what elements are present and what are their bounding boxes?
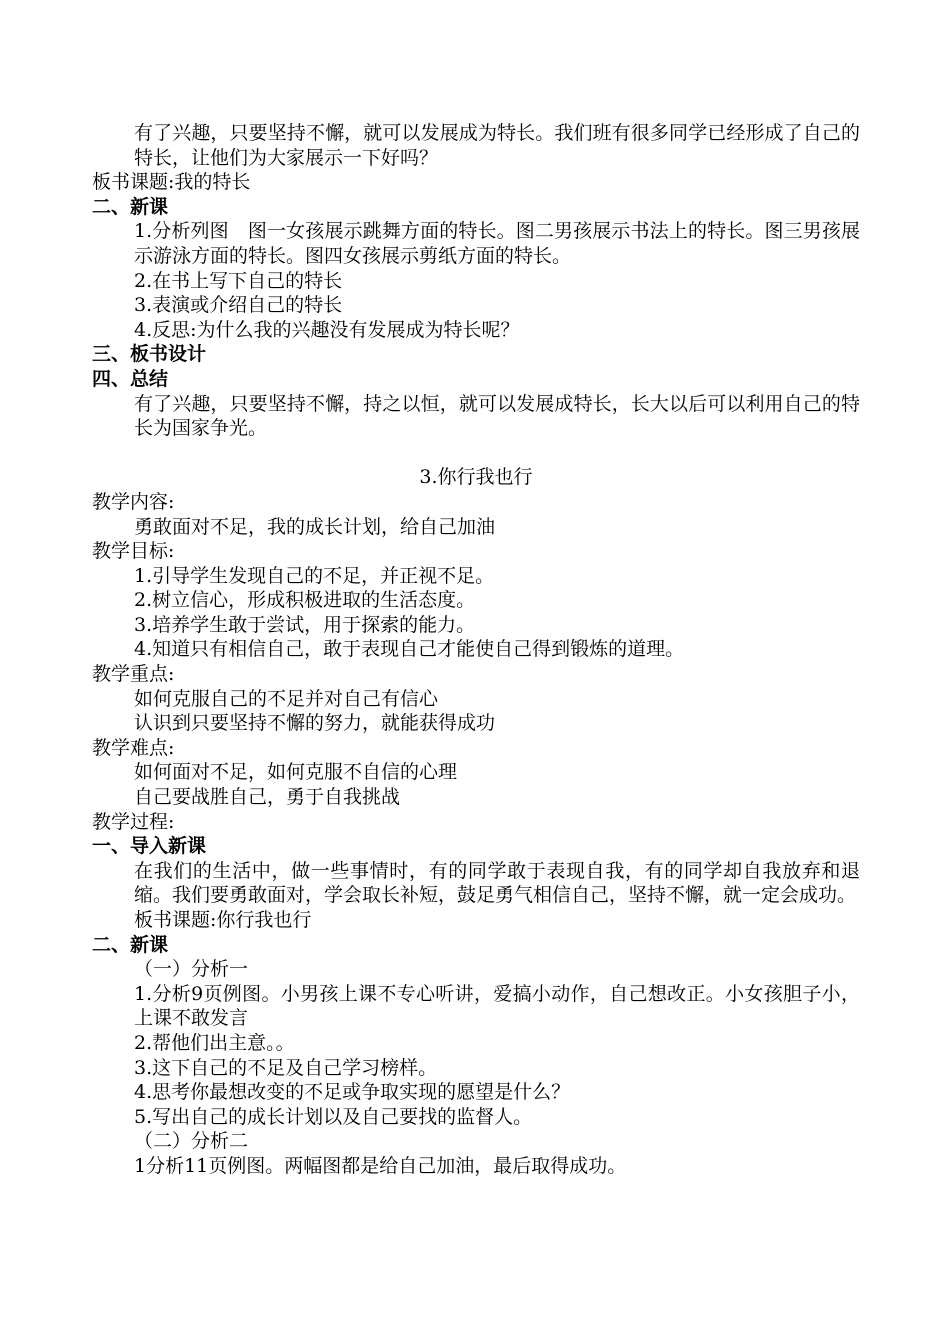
section-heading-new-lesson-2: 二、新课 — [92, 933, 169, 956]
lesson-step: 4.反思:为什么我的兴趣没有发展成为特长呢？ — [134, 318, 520, 341]
goal-item: 2.树立信心，形成积极进取的生活态度。 — [134, 589, 476, 612]
lesson-step: 2.在书上写下自己的特长 — [134, 269, 343, 292]
analysis-step: 4.思考你最想改变的不足或争取实现的愿望是什么？ — [134, 1081, 571, 1104]
analysis-step: 2.帮他们出主意。。 — [134, 1031, 295, 1054]
analysis-two-label: （二）分析二 — [134, 1130, 249, 1153]
process-label: 教学过程: — [92, 810, 175, 833]
section-heading-new-lesson: 二、新课 — [92, 195, 169, 218]
goal-item: 1.引导学生发现自己的不足，并正视不足。 — [134, 564, 495, 587]
analysis-one-label: （一）分析一 — [134, 958, 249, 981]
analysis-step: 1分析11页例图。两幅图都是给自己加油，最后取得成功。 — [134, 1154, 627, 1177]
section-heading-summary: 四、总结 — [92, 367, 169, 390]
lesson-step: 3.表演或介绍自己的特长 — [134, 294, 343, 317]
summary-paragraph: 有了兴趣，只要坚持不懈，持之以恒，就可以发展成特长，长大以后可以利用自己的特长为国家争光。 — [134, 392, 860, 440]
difficulties-label: 教学难点: — [92, 736, 175, 759]
goal-item: 3.培养学生敢于尝试，用于探索的能力。 — [134, 613, 476, 636]
section-heading-intro: 一、导入新课 — [92, 835, 207, 858]
goal-item: 4.知道只有相信自己，敢于表现自己才能使自己得到锻炼的道理。 — [134, 638, 685, 661]
board-title-2: 板书课题:你行我也行 — [134, 909, 312, 931]
difficulty-item: 如何面对不足，如何克服不自信的心理 — [134, 761, 458, 784]
key-point-item: 认识到只要坚持不懈的努力，就能获得成功 — [134, 712, 496, 735]
lesson-title: 3.你行我也行 — [419, 466, 533, 489]
section-heading-board-design: 三、板书设计 — [92, 343, 207, 366]
goals-label: 教学目标: — [92, 540, 175, 563]
key-points-label: 教学重点: — [92, 663, 175, 686]
analysis-step: 5.写出自己的成长计划以及自己要找的监督人。 — [134, 1105, 533, 1128]
document-page — [92, 121, 860, 1179]
analysis-step: 1.分析9页例图。小男孩上课不专心听讲，爱搞小动作，自己想改正。小女孩胆子小，上课不敢发言 — [134, 982, 860, 1030]
intro-text: 在我们的生活中，做一些事情时，有的同学敢于表现自我，有的同学却自我放弃和退缩。我们要勇敢面对，学会取长补短，鼓足勇气相信自己，坚持不懈，就一定会成功。 — [134, 859, 860, 907]
intro-paragraph: 有了兴趣，只要坚持不懈，就可以发展成为特长。我们班有很多同学已经形成了自己的特长，让他们为大家展示一下好吗？ — [134, 122, 860, 169]
spacer — [92, 441, 860, 466]
content-text: 勇敢面对不足，我的成长计划，给自己加油 — [134, 515, 496, 538]
lesson-step: 1.分析列图 图一女孩展示跳舞方面的特长。图二男孩展示书法上的特长。图三男孩展示游泳方面的特长。图四女孩展示剪纸方面的特长。 — [134, 220, 860, 267]
key-point-item: 如何克服自己的不足并对自己有信心 — [134, 687, 439, 710]
analysis-step: 3.这下自己的不足及自己学习榜样。 — [134, 1056, 438, 1079]
difficulty-item: 自己要战胜自己，勇于自我挑战 — [134, 786, 401, 809]
board-title: 板书课题:我的特长 — [92, 171, 251, 194]
content-label: 教学内容: — [92, 490, 175, 513]
